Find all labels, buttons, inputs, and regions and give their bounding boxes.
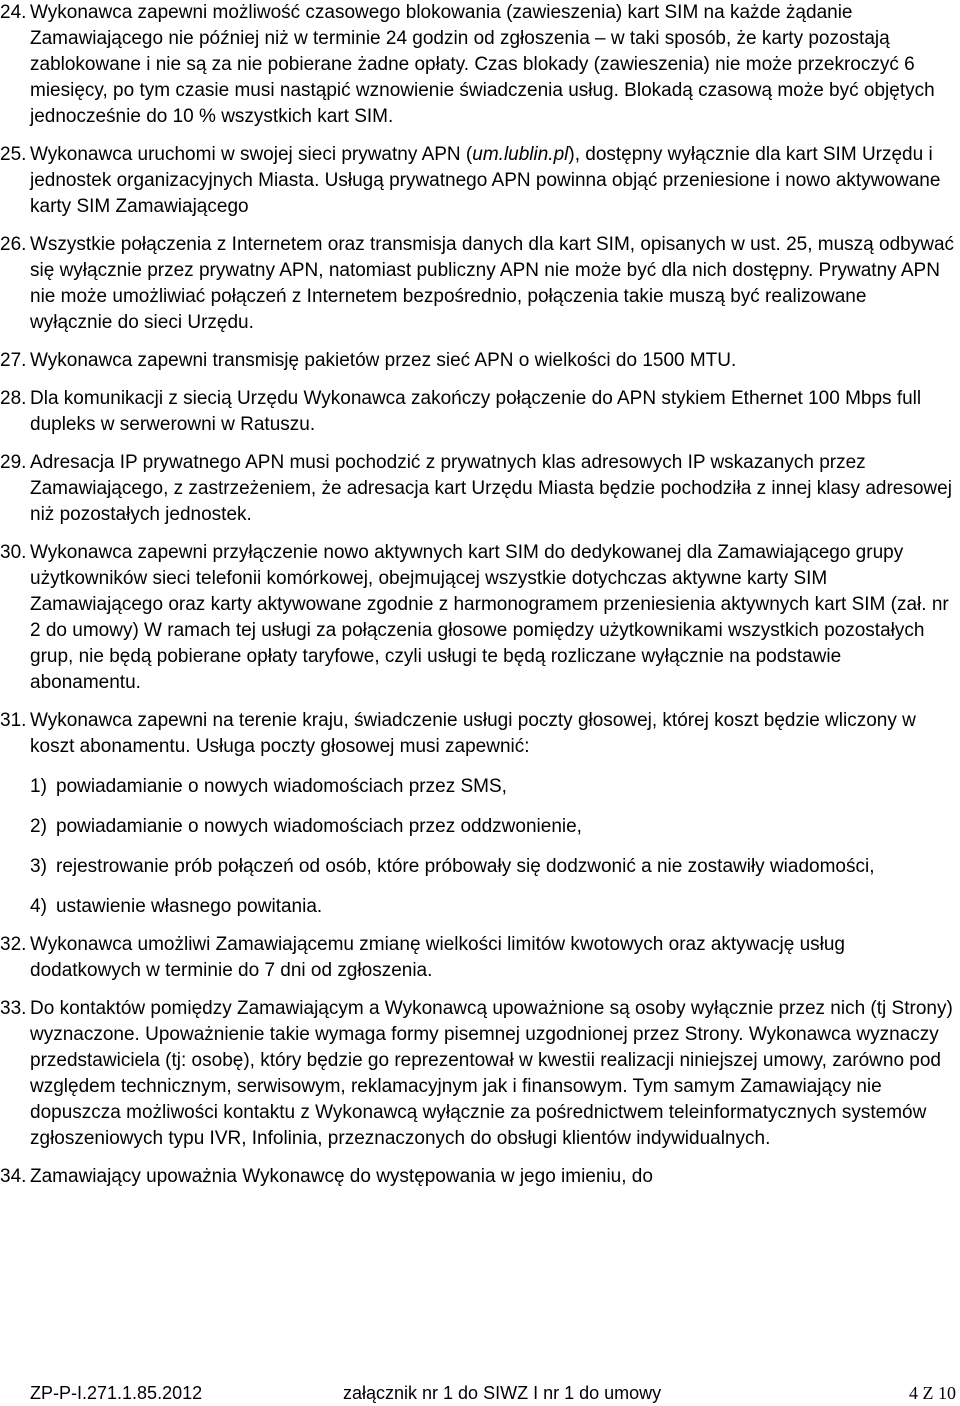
list-item-text: powiadamianie o nowych wiadomościach przez SMS, <box>56 776 507 797</box>
paragraph-body <box>30 708 954 920</box>
paragraph-28 <box>0 386 954 438</box>
paragraph-text: Wykonawca zapewni transmisję pakietów przez sieć APN o wielkości do 1500 MTU. <box>30 350 737 371</box>
list-item <box>30 814 954 840</box>
list-item <box>30 894 954 920</box>
list-item-text: rejestrowanie prób połączeń od osób, które próbowały się dodzwonić a nie zostawiły wiadomości, <box>56 856 875 877</box>
paragraph-number: 32. <box>0 934 27 955</box>
paragraph-34 <box>0 1164 954 1190</box>
paragraph-number: 30. <box>0 542 27 563</box>
paragraph-text: Wykonawca umożliwi Zamawiającemu zmianę wielkości limitów kwotowych oraz aktywację usług dodatkowych w terminie do 7 dni od zgłoszenia. <box>30 934 845 981</box>
paragraph-text <box>30 142 954 220</box>
list-item-number: 1) <box>30 776 47 797</box>
paragraph-27 <box>0 348 954 374</box>
list-item <box>30 774 954 800</box>
paragraph-text: Adresacja IP prywatnego APN musi pochodzić z prywatnych klas adresowych IP wskazanych przez Zamawiającego, z zastrzeżeniem, że adresacja kart Urzędu Miasta będzie pochodziła z innej klasy adresowej niż pozostałych jednostek. <box>30 452 952 525</box>
paragraph-text: Wykonawca zapewni na terenie kraju, świadczenie usługi poczty głosowej, której koszt będzie wliczony w koszt abonamentu. Usługa poczty głosowej musi zapewnić: <box>30 710 916 757</box>
footer-attachment: załącznik nr 1 do SIWZ I nr 1 do umowy <box>343 1383 662 1403</box>
paragraph-number: 26. <box>0 234 27 255</box>
footer-reference: ZP-P-I.271.1.85.2012 <box>30 1383 203 1403</box>
paragraph-number: 34. <box>0 1166 27 1187</box>
list-item-text: ustawienie własnego powitania. <box>56 896 323 917</box>
paragraph-text: Zamawiający upoważnia Wykonawcę do występowania w jego imieniu, do <box>30 1166 653 1187</box>
paragraph-31 <box>0 708 954 920</box>
paragraph-text: Do kontaktów pomiędzy Zamawiającym a Wykonawcą upoważnione są osoby wyłącznie przez nich (tj Strony) wyznaczone. Upoważnienie takie wymaga formy pisemnej uzgodnionej przez Strony. Wykonawca wyznaczy przedstawiciela (tj: osobę), który będzie go reprezentował w kwestii realizacji niniejszej umowy, zarówno pod względem technicznym, serwisowym, reklamacyjnym jak i finansowym. Tym samym Zamawiający nie dopuszcza możliwości kontaktu z Wykonawcą wyłącznie za pośrednictwem teleinformatycznych systemów zgłoszeniowych typu IVR, Infolinia, przeznaczonych do obsługi klientów indywidualnych. <box>30 998 953 1149</box>
paragraph-text-part: ), dostępny wyłącznie dla kart SIM Urzędu i jednostek organizacyjnych Miasta. Usługą prywatnego APN powinna objąć przeniesione i nowo aktywowane karty SIM Zamawiającego <box>30 144 941 217</box>
paragraph-number: 29. <box>0 452 27 473</box>
paragraph-25 <box>0 142 954 220</box>
paragraph-24 <box>0 0 954 130</box>
paragraph-text: Dla komunikacji z siecią Urzędu Wykonawca zakończy połączenie do APN stykiem Ethernet 100 Mbps full dupleks w serwerowni w Ratuszu. <box>30 388 922 435</box>
paragraph-29 <box>0 450 954 528</box>
paragraph-26 <box>0 232 954 336</box>
paragraph-text: Wszystkie połączenia z Internetem oraz transmisja danych dla kart SIM, opisanych w ust. 25, muszą odbywać się wyłącznie przez prywatny APN, natomiast publiczny APN nie może być dla nich dostępny. Prywatny APN nie może umożliwiać połączeń z Internetem bezpośrednio, połączenia takie muszą być realizowane wyłącznie do sieci Urzędu. <box>30 234 955 333</box>
paragraph-number: 31. <box>0 710 27 731</box>
paragraph-number: 27. <box>0 350 27 371</box>
paragraph-32 <box>0 932 954 984</box>
list-item-number: 3) <box>30 856 47 877</box>
paragraph-33 <box>0 996 954 1152</box>
paragraph-30 <box>0 540 954 696</box>
paragraph-number: 25. <box>0 144 27 165</box>
paragraph-text: Wykonawca zapewni możliwość czasowego blokowania (zawieszenia) kart SIM na każde żądanie Zamawiającego nie później niż w terminie 24 godzin od zgłoszenia – w taki sposób, że karty pozostają zablokowane i nie są za nie pobierane żadne opłaty. Czas blokady (zawieszenia) nie może przekroczyć 6 miesięcy, po tym czasie musi nastąpić wznowienie świadczenia usług. Blokadą czasową może być objętych jednocześnie do 10 % wszystkich kart SIM. <box>30 2 935 127</box>
apn-name: um.lublin.pl <box>472 144 569 165</box>
list-item-number: 4) <box>30 896 47 917</box>
paragraph-number: 33. <box>0 998 27 1019</box>
paragraph-number: 24. <box>0 2 27 23</box>
page-footer <box>0 1380 960 1406</box>
page-number: 4 Z 10 <box>909 1383 956 1403</box>
paragraph-text-part: Wykonawca uruchomi w swojej sieci prywatny APN ( <box>30 144 473 165</box>
list-item <box>30 854 954 880</box>
list-item-number: 2) <box>30 816 47 837</box>
paragraph-text: Wykonawca zapewni przyłączenie nowo aktywnych kart SIM do dedykowanej dla Zamawiającego grupy użytkowników sieci telefonii komórkowej, obejmującej wszystkie dotychczas aktywne karty SIM Zamawiającego oraz karty aktywowane zgodnie z harmonogramem przeniesienia aktywnych kart SIM (zał. nr 2 do umowy) W ramach tej usługi za połączenia głosowe pomiędzy użytkownikami wszystkich pozostałych grup, nie będą pobierane opłaty taryfowe, czyli usługi te będą rozliczane wyłącznie na podstawie abonamentu. <box>30 542 949 693</box>
list-item-text: powiadamianie o nowych wiadomościach przez oddzwonienie, <box>56 816 582 837</box>
paragraph-number: 28. <box>0 388 27 409</box>
